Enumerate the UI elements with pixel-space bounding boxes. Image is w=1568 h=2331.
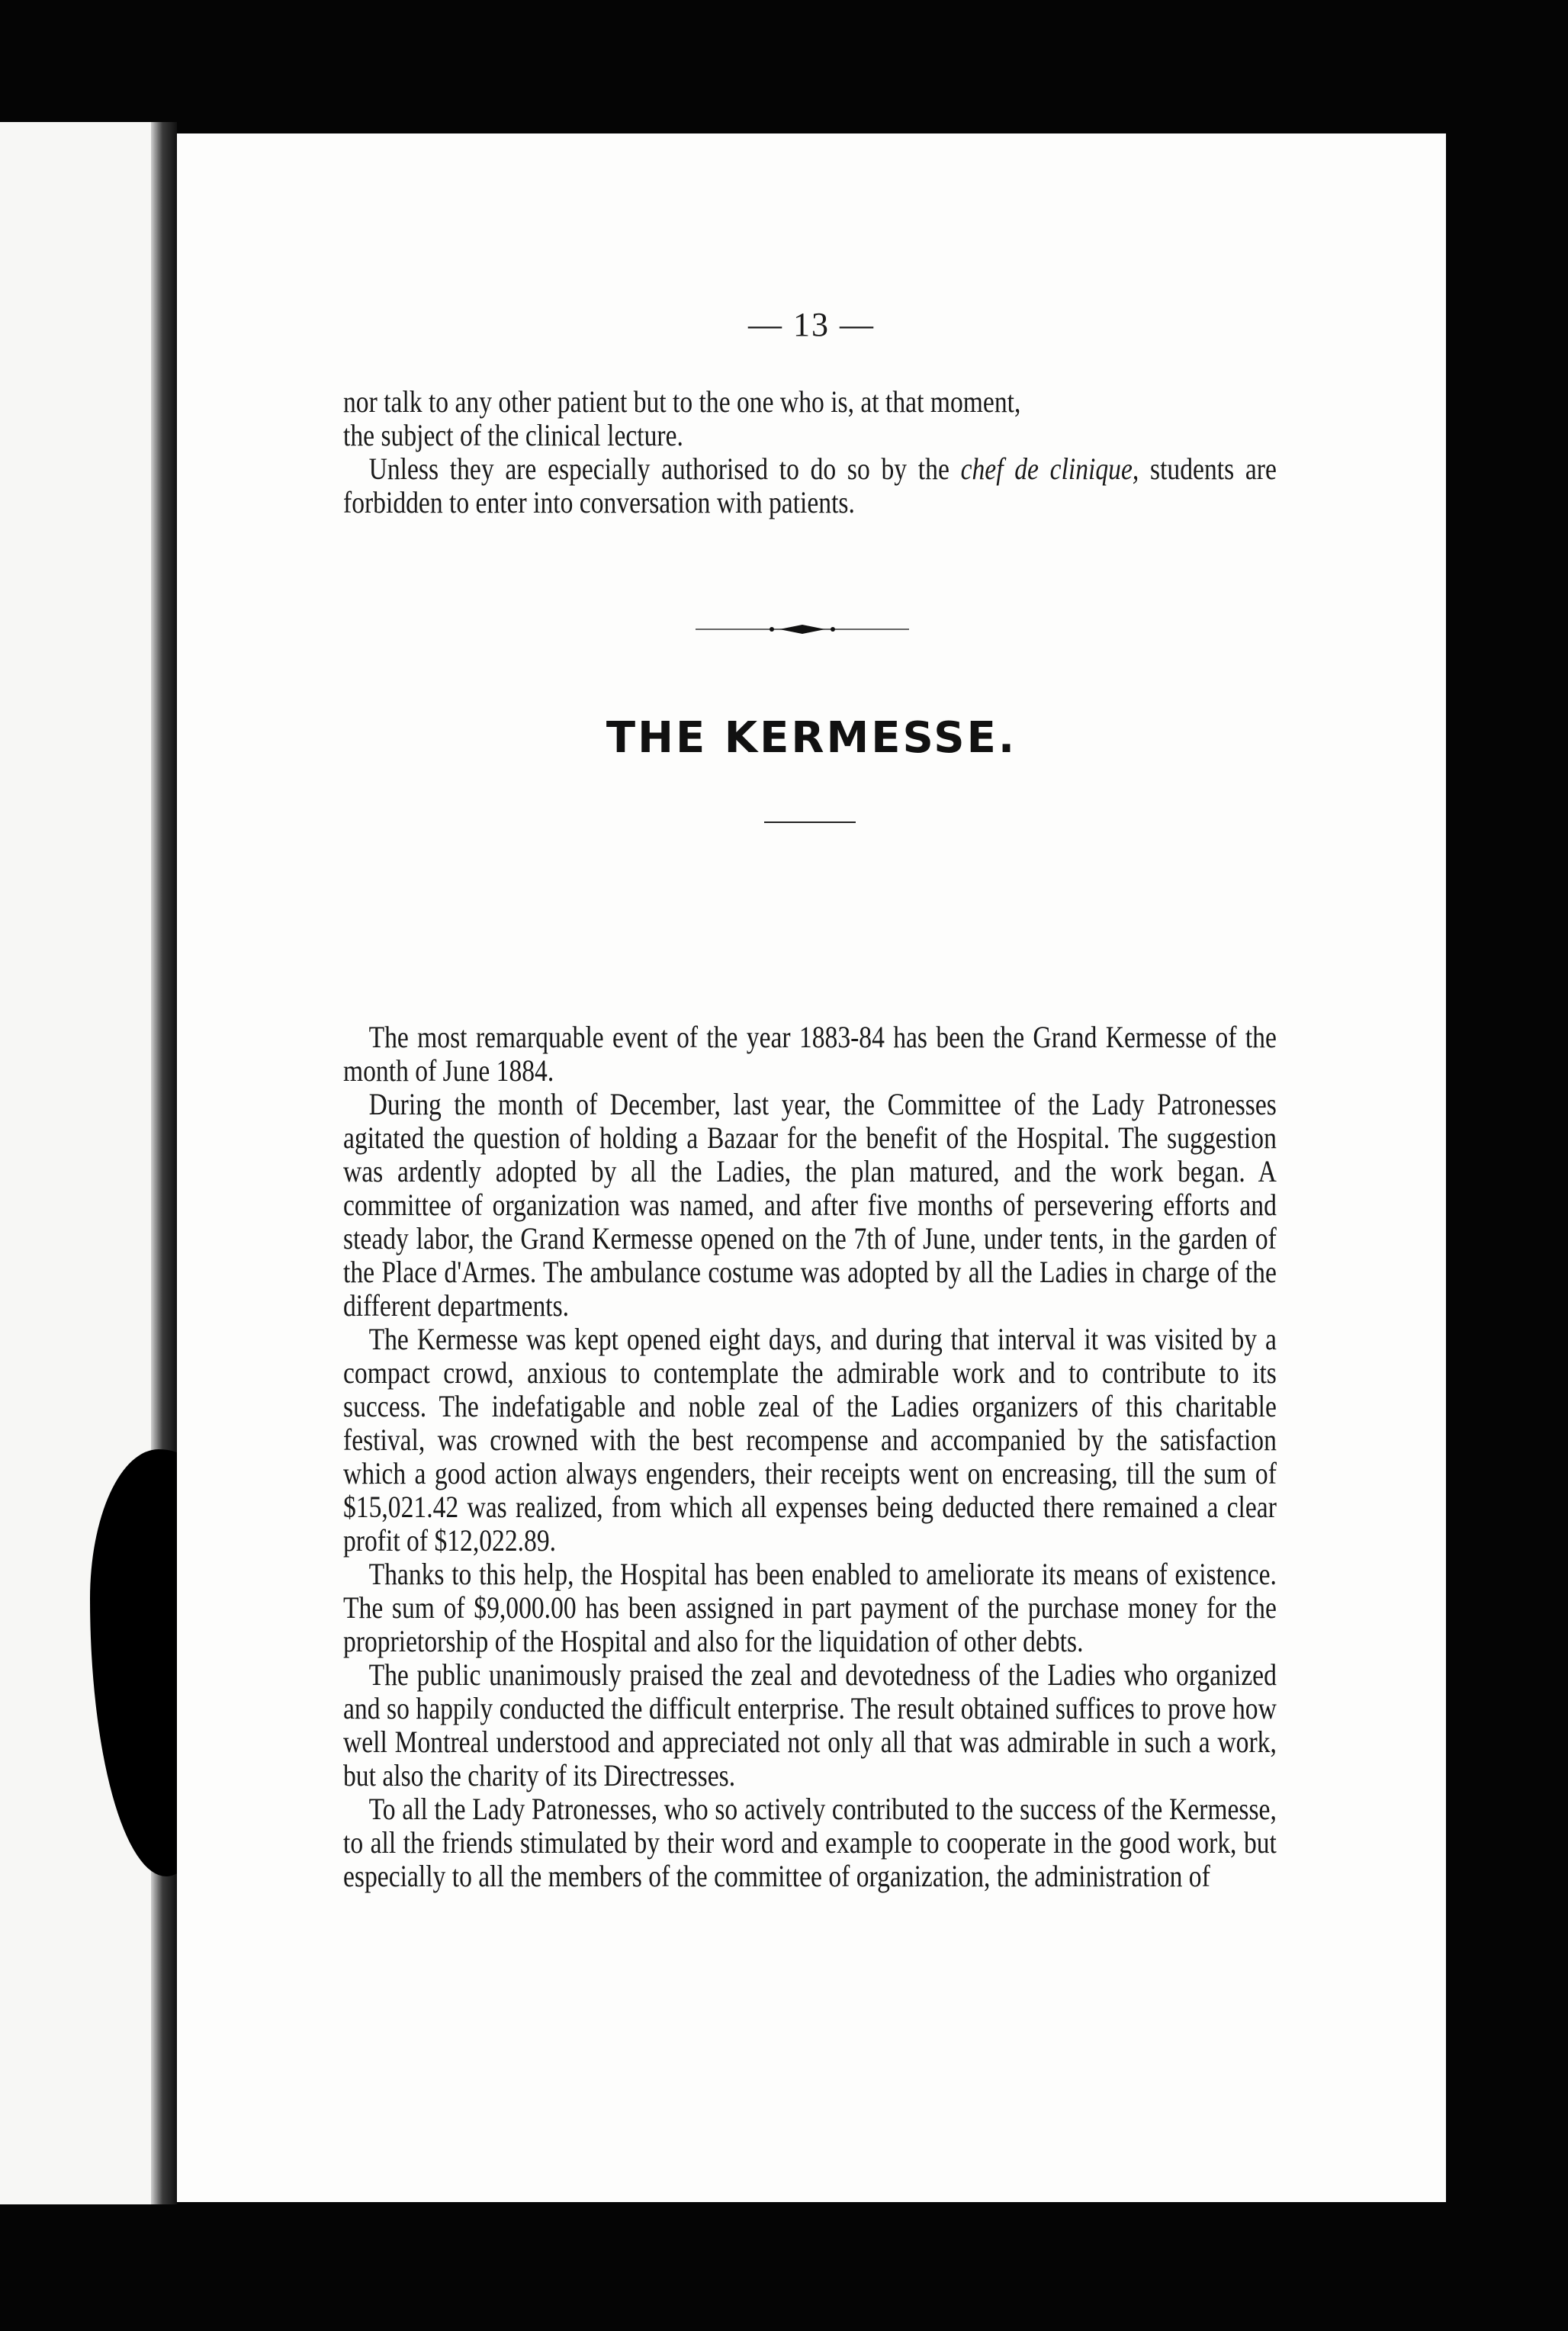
document-page [177, 133, 1446, 2202]
intro-text-part: students are forbidden to enter into conversation with patients. [343, 452, 1277, 519]
intro-line: nor talk to any other patient but to the one who is, at that moment, [343, 384, 1021, 419]
intro-line: the subject of the clinical lecture. [343, 418, 683, 452]
body-paragraph: During the month of December, last year, the Committee of the Lady Patronesses agitated the question of holding a Bazaar for the benefit of the Hospital. The suggestion was ardently adopted by all the Ladies, the plan matured, and the work began. A committee of organization was named, and after five months of persevering efforts and steady labor, the Grand Kermesse opened on the 7th of June, under tents, in the garden of the Place d'Armes. The ambulance costume was adopted by all the Ladies in charge of the different departments. [343, 1087, 1277, 1323]
body-paragraph: Thanks to this help, the Hospital has been enabled to ameliorate its means of existence. The sum of $9,000.00 has been assigned in part payment of the purchase money for the proprietorship of the Hospital and also for the liquidation of other debts. [343, 1557, 1277, 1658]
page-number: — 13 — [748, 306, 875, 343]
ornament-divider-icon [696, 622, 909, 637]
intro-italic-term: chef de clinique, [960, 452, 1139, 486]
body-text [343, 1021, 1277, 1893]
body-paragraph: The public unanimously praised the zeal and devotedness of the Ladies who organized and so happily conducted the difficult enterprise. The result obtained suffices to prove how well Montreal understood and appreciated not only all that was admirable in such a work, but also the charity of its Directresses. [343, 1657, 1277, 1792]
section-heading: THE KERMESSE. [606, 713, 1017, 763]
book-gutter [151, 122, 177, 2204]
body-paragraph: The Kermesse was kept opened eight days, and during that interval it was visited by a compact crowd, anxious to contemplate the admirable work and to contribute to its success. The indefatigable and noble zeal of the Ladies organizers of this charitable festival, was crowned with the best recompense and accompanied by the satisfaction which a good action always engenders, their receipts went on encreasing, till the sum of $15,021.42 was realized, from which all expenses being deducted there remained a clear profit of $12,022.89. [343, 1322, 1277, 1558]
body-paragraph: To all the Lady Patronesses, who so actively contributed to the success of the Kermesse, to all the friends stimulated by their word and example to cooperate in the good work, but especially to all the members of the committee of organization, the administration of [343, 1792, 1277, 1893]
heading-rule [764, 821, 856, 823]
intro-text [343, 385, 1277, 519]
intro-text-part: Unless they are especially authorised to do so by the [368, 452, 961, 486]
intro-paragraph [343, 452, 1277, 519]
body-paragraph: The most remarquable event of the year 1883-84 has been the Grand Kermesse of the month of June 1884. [343, 1020, 1277, 1088]
facing-page-edge [0, 122, 156, 2204]
